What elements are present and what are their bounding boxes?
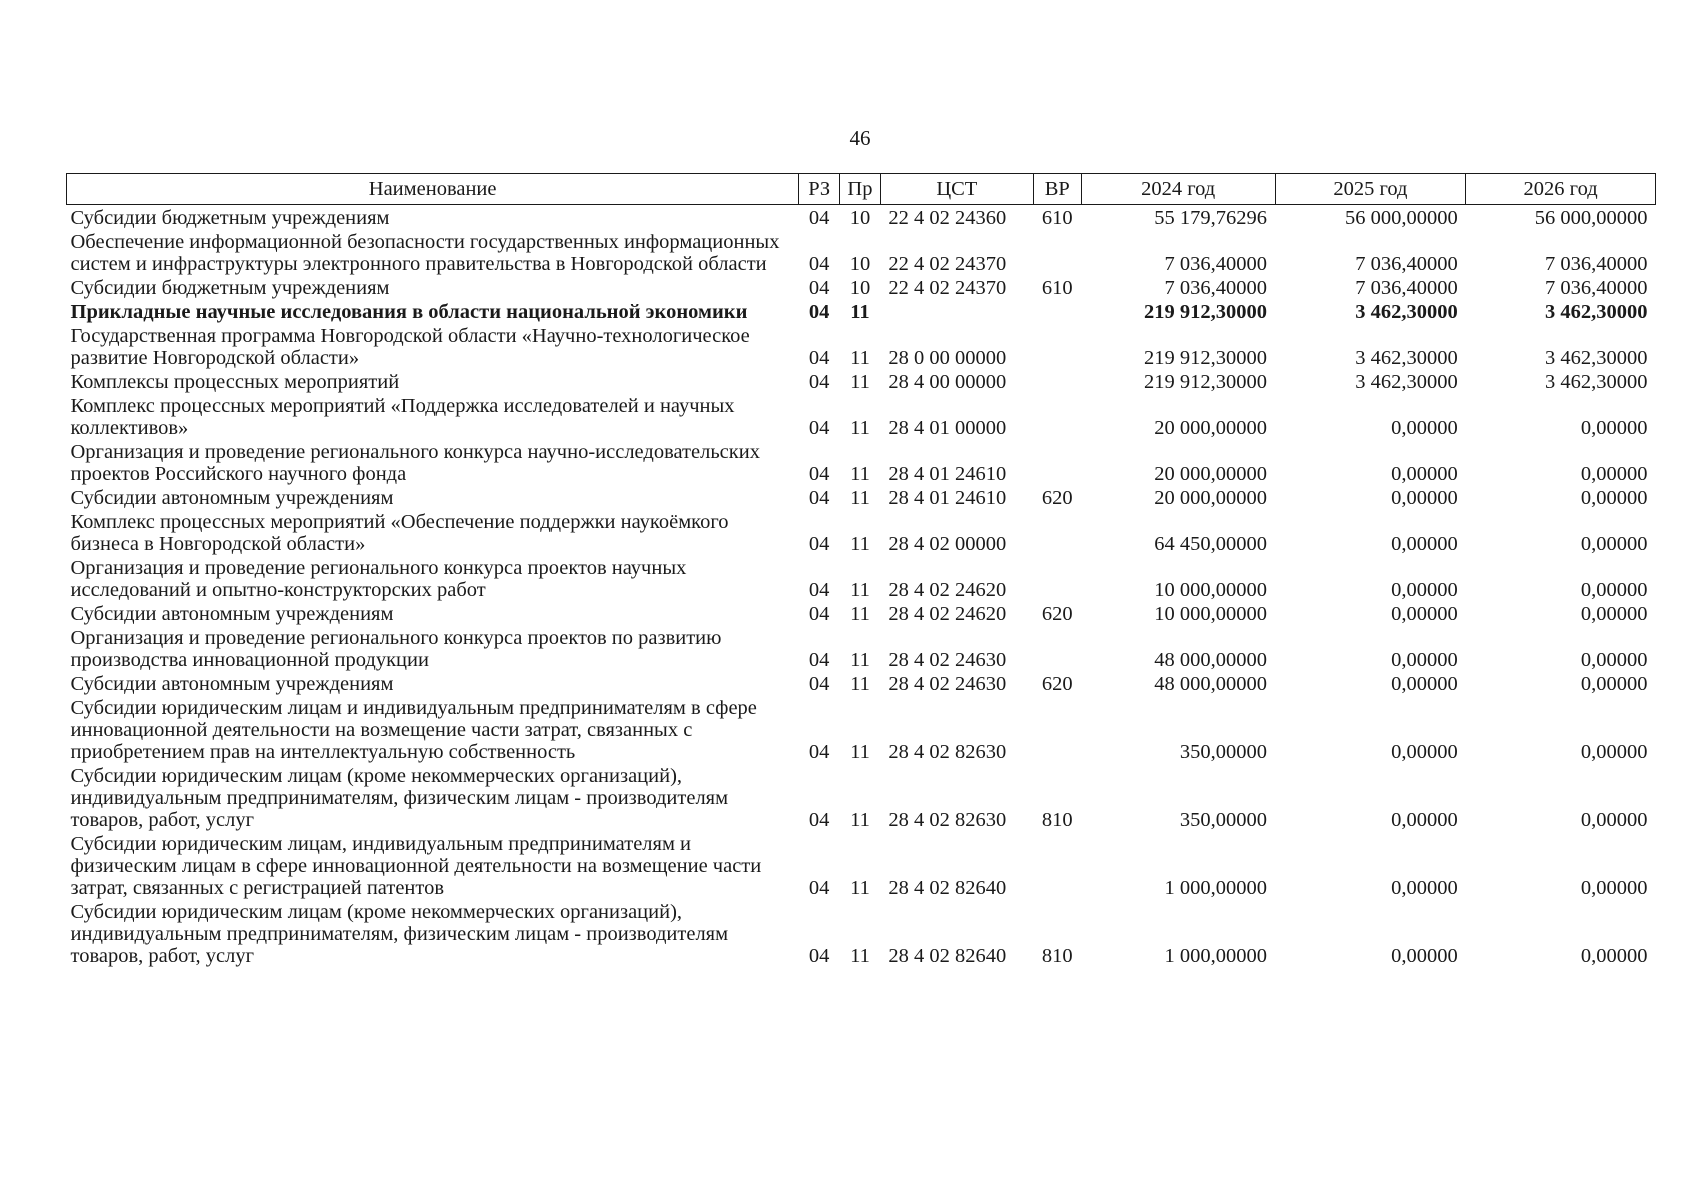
row-rz: 04 — [808, 301, 830, 323]
header-rz: РЗ — [799, 174, 840, 205]
row-vr — [1033, 369, 1081, 393]
row-2024: 7 036,40000 — [1164, 253, 1268, 275]
row-2024: 20 000,00000 — [1154, 463, 1268, 485]
row-pr: 11 — [850, 673, 870, 695]
row-rz: 04 — [808, 347, 830, 369]
row-name: Комплексы процессных мероприятий — [70, 371, 400, 393]
row-2026: 0,00000 — [1580, 673, 1648, 695]
row-cst: 28 4 00 00000 — [888, 371, 1007, 393]
row-rz: 04 — [808, 463, 830, 485]
row-2025: 3 462,30000 — [1355, 301, 1458, 323]
table-row — [67, 763, 1656, 831]
row-rz: 04 — [808, 533, 830, 555]
row-2025: 0,00000 — [1391, 673, 1458, 695]
row-2026: 0,00000 — [1580, 945, 1648, 967]
row-cst: 28 4 01 24610 — [888, 487, 1007, 509]
row-cst: 28 4 02 82640 — [888, 877, 1007, 899]
header-vr: ВР — [1033, 174, 1081, 205]
table-row — [67, 485, 1656, 509]
row-2024: 64 450,00000 — [1154, 533, 1268, 555]
row-2024: 55 179,76296 — [1154, 207, 1268, 229]
row-cst: 28 4 01 24610 — [888, 463, 1007, 485]
row-rz: 04 — [808, 277, 830, 299]
row-2024: 350,00000 — [1179, 741, 1268, 763]
table-row — [67, 695, 1656, 763]
row-cst: 28 4 02 82630 — [888, 809, 1007, 831]
row-vr — [1033, 555, 1081, 601]
row-cst: 28 0 00 00000 — [888, 347, 1007, 369]
row-2025: 0,00000 — [1391, 649, 1458, 671]
table-row — [67, 275, 1656, 299]
row-2025: 0,00000 — [1391, 945, 1458, 967]
row-pr: 10 — [849, 253, 871, 275]
row-vr — [1033, 393, 1081, 439]
row-2025: 0,00000 — [1391, 603, 1458, 625]
row-pr: 11 — [850, 945, 870, 967]
row-name: Обеспечение информационной безопасности государственных информационных систем и инфраструктуры электронного правительства в Новгородской области — [70, 231, 780, 275]
row-pr: 11 — [850, 301, 870, 323]
row-rz: 04 — [808, 741, 830, 763]
row-name: Комплекс процессных мероприятий «Поддержка исследователей и научных коллективов» — [70, 395, 735, 439]
row-vr: 810 — [1041, 809, 1073, 831]
row-2025: 0,00000 — [1391, 877, 1458, 899]
header-pr: Пр — [840, 174, 881, 205]
row-name: Организация и проведение регионального конкурса научно-исследовательских проектов Российского научного фонда — [70, 441, 760, 485]
row-cst: 22 4 02 24370 — [888, 253, 1007, 275]
row-name: Организация и проведение регионального конкурса проектов научных исследований и опытно-конструкторских работ — [70, 557, 687, 601]
row-pr: 11 — [850, 603, 870, 625]
header-name: Наименование — [67, 174, 799, 205]
row-rz: 04 — [808, 673, 830, 695]
row-2024: 10 000,00000 — [1154, 603, 1268, 625]
row-vr: 620 — [1041, 603, 1073, 625]
table-row — [67, 369, 1656, 393]
row-vr: 620 — [1041, 673, 1073, 695]
row-name: Субсидии автономным учреждениям — [70, 603, 394, 625]
row-pr: 11 — [850, 487, 870, 509]
row-name: Субсидии юридическим лицам, индивидуальным предпринимателям и физическим лицам в сфере инновационной деятельности на возмещение части затрат, связанных с регистрацией патентов — [70, 833, 762, 899]
row-cst: 28 4 02 82640 — [888, 945, 1007, 967]
row-2026: 0,00000 — [1580, 603, 1648, 625]
row-cst: 22 4 02 24370 — [888, 277, 1007, 299]
row-cst: 28 4 02 24620 — [888, 579, 1007, 601]
row-pr: 11 — [850, 579, 870, 601]
table-row — [67, 899, 1656, 967]
table-row — [67, 555, 1656, 601]
table-row — [67, 625, 1656, 671]
row-2025: 0,00000 — [1391, 417, 1458, 439]
row-vr: 610 — [1041, 207, 1073, 229]
row-2025: 7 036,40000 — [1355, 253, 1458, 275]
row-pr: 11 — [850, 371, 870, 393]
row-pr: 10 — [849, 277, 871, 299]
row-2024: 219 912,30000 — [1144, 347, 1268, 369]
header-2024: 2024 год — [1081, 174, 1275, 205]
row-2024: 48 000,00000 — [1154, 673, 1268, 695]
row-name: Субсидии автономным учреждениям — [70, 487, 394, 509]
row-rz: 04 — [808, 579, 830, 601]
row-2026: 0,00000 — [1580, 579, 1648, 601]
row-cst — [880, 299, 1033, 323]
header-cst: ЦСТ — [880, 174, 1033, 205]
row-2026: 0,00000 — [1580, 741, 1648, 763]
row-cst: 28 4 01 00000 — [888, 417, 1007, 439]
row-2024: 1 000,00000 — [1164, 877, 1268, 899]
row-name: Прикладные научные исследования в области национальной экономики — [70, 301, 748, 323]
row-pr: 11 — [850, 809, 870, 831]
row-2026: 3 462,30000 — [1545, 347, 1648, 369]
header-2026: 2026 год — [1466, 174, 1656, 205]
table-row — [67, 601, 1656, 625]
row-pr: 11 — [850, 347, 870, 369]
row-2024: 48 000,00000 — [1154, 649, 1268, 671]
row-cst: 22 4 02 24360 — [888, 207, 1007, 229]
row-2026: 7 036,40000 — [1545, 277, 1648, 299]
row-pr: 11 — [850, 533, 870, 555]
row-vr — [1033, 831, 1081, 899]
row-2026: 0,00000 — [1580, 649, 1648, 671]
table-row — [67, 509, 1656, 555]
row-2024: 10 000,00000 — [1154, 579, 1268, 601]
row-2025: 0,00000 — [1391, 809, 1458, 831]
row-vr: 810 — [1041, 945, 1073, 967]
row-2026: 56 000,00000 — [1534, 207, 1648, 229]
row-name: Государственная программа Новгородской области «Научно-технологическое развитие Новгородской области» — [70, 325, 750, 369]
row-2025: 0,00000 — [1391, 487, 1458, 509]
header-2025: 2025 год — [1275, 174, 1466, 205]
row-vr — [1033, 695, 1081, 763]
row-name: Субсидии юридическим лицам (кроме некоммерческих организаций), индивидуальным предпринимателям, физическим лицам - производителям товаров, работ, услуг — [70, 901, 729, 967]
row-2025: 3 462,30000 — [1355, 347, 1458, 369]
row-2024: 219 912,30000 — [1144, 301, 1268, 323]
row-cst: 28 4 02 24630 — [888, 673, 1007, 695]
row-2024: 20 000,00000 — [1154, 487, 1268, 509]
row-2026: 0,00000 — [1580, 417, 1648, 439]
row-vr: 620 — [1041, 487, 1073, 509]
row-name: Организация и проведение регионального конкурса проектов по развитию производства инновационной продукции — [70, 627, 722, 671]
row-rz: 04 — [808, 371, 830, 393]
row-rz: 04 — [808, 603, 830, 625]
row-cst: 28 4 02 24620 — [888, 603, 1007, 625]
row-2024: 1 000,00000 — [1164, 945, 1268, 967]
row-vr — [1033, 323, 1081, 369]
row-2026: 0,00000 — [1580, 487, 1648, 509]
row-rz: 04 — [808, 649, 830, 671]
table-row — [67, 671, 1656, 695]
row-rz: 04 — [808, 207, 830, 229]
table-header-row — [67, 174, 1656, 205]
row-2026: 0,00000 — [1580, 877, 1648, 899]
row-vr — [1033, 229, 1081, 275]
row-2026: 0,00000 — [1580, 463, 1648, 485]
row-rz: 04 — [808, 253, 830, 275]
row-name: Комплекс процессных мероприятий «Обеспечение поддержки наукоёмкого бизнеса в Новгородской области» — [70, 511, 729, 555]
row-name: Субсидии бюджетным учреждениям — [70, 277, 390, 299]
table-row — [67, 439, 1656, 485]
row-2025: 0,00000 — [1391, 741, 1458, 763]
row-2024: 219 912,30000 — [1144, 371, 1268, 393]
row-rz: 04 — [808, 417, 830, 439]
row-vr — [1033, 625, 1081, 671]
row-2024: 20 000,00000 — [1154, 417, 1268, 439]
row-rz: 04 — [808, 487, 830, 509]
row-2025: 0,00000 — [1391, 579, 1458, 601]
section-row — [67, 299, 1656, 323]
row-2025: 0,00000 — [1391, 463, 1458, 485]
row-name: Субсидии автономным учреждениям — [70, 673, 394, 695]
row-pr: 11 — [850, 877, 870, 899]
row-name: Субсидии юридическим лицам и индивидуальным предпринимателям в сфере инновационной деятельности на возмещение части затрат, связанных с приобретением прав на интеллектуальную собственность — [70, 697, 757, 763]
row-2026: 0,00000 — [1580, 533, 1648, 555]
row-pr: 11 — [850, 463, 870, 485]
row-2026: 3 462,30000 — [1545, 301, 1648, 323]
row-vr: 610 — [1041, 277, 1073, 299]
row-2025: 7 036,40000 — [1355, 277, 1458, 299]
row-pr: 11 — [850, 417, 870, 439]
row-2024: 350,00000 — [1179, 809, 1268, 831]
row-name: Субсидии юридическим лицам (кроме некоммерческих организаций), индивидуальным предпринимателям, физическим лицам - производителям товаров, работ, услуг — [70, 765, 729, 831]
row-rz: 04 — [808, 945, 830, 967]
row-pr: 11 — [850, 649, 870, 671]
table-row — [67, 393, 1656, 439]
budget-table — [66, 173, 1656, 967]
row-2025: 56 000,00000 — [1344, 207, 1458, 229]
row-2026: 7 036,40000 — [1545, 253, 1648, 275]
page-number: 46 — [849, 126, 871, 150]
row-vr — [1033, 299, 1081, 323]
row-2024: 7 036,40000 — [1164, 277, 1268, 299]
row-2025: 0,00000 — [1391, 533, 1458, 555]
row-2025: 3 462,30000 — [1355, 371, 1458, 393]
row-2026: 3 462,30000 — [1545, 371, 1648, 393]
table-row — [67, 229, 1656, 275]
row-pr: 10 — [849, 207, 871, 229]
row-2026: 0,00000 — [1580, 809, 1648, 831]
row-cst: 28 4 02 82630 — [888, 741, 1007, 763]
table-row — [67, 323, 1656, 369]
table-row — [67, 831, 1656, 899]
row-pr: 11 — [850, 741, 870, 763]
row-vr — [1033, 509, 1081, 555]
table-row — [67, 205, 1656, 230]
row-cst: 28 4 02 00000 — [888, 533, 1007, 555]
row-vr — [1033, 439, 1081, 485]
row-rz: 04 — [808, 877, 830, 899]
row-rz: 04 — [808, 809, 830, 831]
row-name: Субсидии бюджетным учреждениям — [70, 207, 390, 229]
row-cst: 28 4 02 24630 — [888, 649, 1007, 671]
